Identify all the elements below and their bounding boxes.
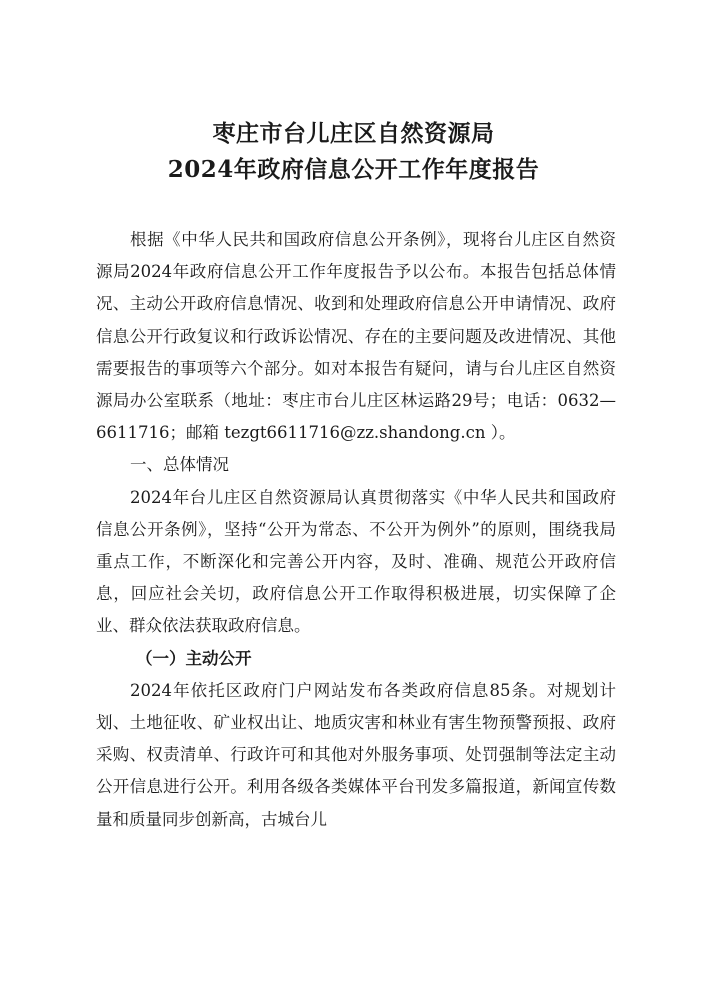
subsection-heading-active-disclosure: （一）主动公开: [136, 648, 252, 668]
intro-paragraph: 根据《中华人民共和国政府信息公开条例》，现将台儿庄区自然资源局2024年政府信息公开工作年度报告予以公布。本报告包括总体情况、主动公开政府信息情况、收到和处理政府信息公开申请情况、政府信息公开行政复议和行政诉讼情况、存在的主要问题及改进情况、其他需要报告的事项等六个部分。如对本报告有疑问，请与台儿庄区自然资源局办公室联系（地址：枣庄市台儿庄区林运路29号；电话：0632—6611716；邮箱 tezgt6611716@zz.shandong.cn ）。: [96, 230, 616, 443]
title-line-2: 2024年政府信息公开工作年度报告: [167, 156, 540, 183]
section-heading-overview: 一、总体情况: [130, 455, 229, 475]
title-line-1: 枣庄市台儿庄区自然资源局: [212, 120, 495, 147]
overview-paragraph: 2024年台儿庄区自然资源局认真贯彻落实《中华人民共和国政府信息公开条例》，坚持“公开为常态、不公开为例外”的原则，围绕我局重点工作，不断深化和完善公开内容，及时、准确、规范公开政府信息，回应社会关切，政府信息公开工作取得积极进展，切实保障了企业、群众依法获取政府信息。: [96, 487, 616, 636]
active-disclosure-paragraph: 2024年依托区政府门户网站发布各类政府信息85条。对规划计划、土地征收、矿业权出让、地质灾害和林业有害生物预警预报、政府采购、权责清单、行政许可和其他对外服务事项、处罚强制等法定主动公开信息进行公开。利用各级各类媒体平台刊发多篇报道，新闻宣传数量和质量同步创新高，古城台儿: [96, 680, 616, 829]
document-title: [0, 116, 707, 188]
document-body: [96, 224, 616, 836]
